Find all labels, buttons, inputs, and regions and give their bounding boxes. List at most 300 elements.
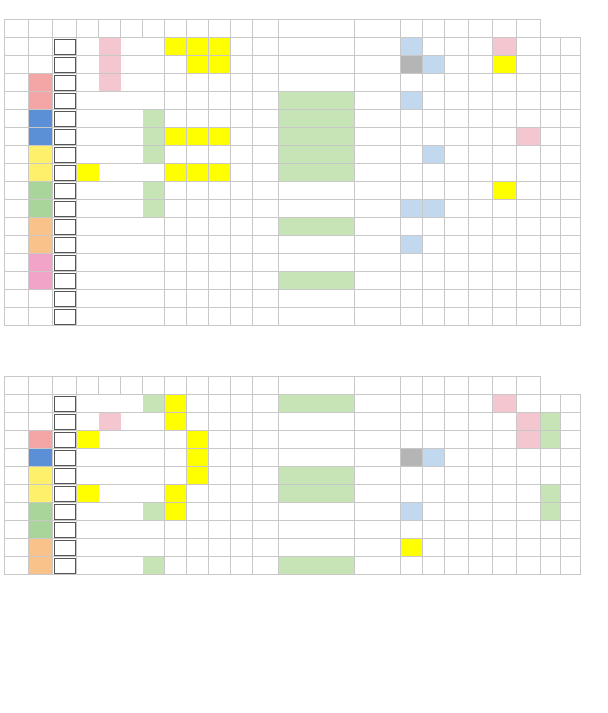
b-cell: [99, 254, 121, 272]
hyo-cell: [231, 200, 253, 218]
kyaku-cell: [187, 218, 209, 236]
interval-1-cell: [541, 557, 561, 575]
interval-1-cell: [541, 74, 561, 92]
a-cell: [77, 539, 99, 557]
b-cell: [99, 521, 121, 539]
interval-2-cell: [561, 308, 581, 326]
distance-cell: [445, 218, 469, 236]
ability-cell: [53, 431, 77, 449]
row-number: [5, 110, 29, 128]
waku-cell: [29, 56, 53, 74]
k-pct-cell: [401, 110, 423, 128]
jockey-record-cell: [279, 182, 355, 200]
row-number: [5, 485, 29, 503]
interval-1-cell: [541, 503, 561, 521]
arrow-cell: [165, 254, 187, 272]
k-pct-cell: [401, 92, 423, 110]
arrow-cell: [165, 413, 187, 431]
ability-cell: [53, 254, 77, 272]
arrow-cell: [165, 200, 187, 218]
b-cell: [99, 182, 121, 200]
distance-cell: [445, 110, 469, 128]
interval-1-cell: [541, 146, 561, 164]
venue-cell: [469, 56, 493, 74]
column-header: [5, 20, 29, 38]
interval-2-cell: [561, 449, 581, 467]
venue-cell: [469, 74, 493, 92]
p-pct-cell: [423, 128, 445, 146]
a-cell: [77, 146, 99, 164]
interval-1-cell: [541, 92, 561, 110]
p-pct-cell: [423, 308, 445, 326]
waku-cell: [29, 38, 53, 56]
interval-1-cell: [541, 254, 561, 272]
table-row: [5, 557, 581, 575]
ability-cell: [53, 164, 77, 182]
mark-cell: [253, 557, 279, 575]
jockey-record-cell: [279, 395, 355, 413]
ability-cell: [53, 485, 77, 503]
entries-table: [4, 19, 581, 326]
jockey-cell: [355, 308, 401, 326]
mark-cell: [253, 272, 279, 290]
jockey-record-cell: [279, 431, 355, 449]
table-row: [5, 74, 581, 92]
ni-cell: [517, 74, 541, 92]
waku-cell: [29, 557, 53, 575]
race-header: [4, 2, 604, 19]
ability-cell: [53, 308, 77, 326]
column-header: [445, 377, 469, 395]
table-row: [5, 395, 581, 413]
interval-2-cell: [561, 74, 581, 92]
row-number: [5, 182, 29, 200]
column-header: [423, 377, 445, 395]
p-pct-cell: [423, 290, 445, 308]
d-cell: [143, 503, 165, 521]
mark-cell: [253, 74, 279, 92]
venue-cell: [469, 128, 493, 146]
table-row: [5, 467, 581, 485]
c-cell: [121, 38, 143, 56]
row-number: [5, 521, 29, 539]
interval-1-cell: [541, 539, 561, 557]
column-header: [469, 20, 493, 38]
row-number: [5, 467, 29, 485]
row-number: [5, 254, 29, 272]
f-cell: [209, 557, 231, 575]
interval-1-cell: [541, 467, 561, 485]
arrow-cell: [165, 467, 187, 485]
jockey-record-cell: [279, 110, 355, 128]
f-cell: [209, 503, 231, 521]
a-cell: [77, 236, 99, 254]
mark-cell: [253, 413, 279, 431]
column-header: [53, 20, 77, 38]
a-cell: [77, 164, 99, 182]
column-header: [493, 20, 517, 38]
mark-cell: [253, 92, 279, 110]
mae-cell: [493, 413, 517, 431]
jockey-cell: [355, 92, 401, 110]
waku-cell: [29, 539, 53, 557]
arrow-cell: [165, 56, 187, 74]
ability-cell: [53, 503, 77, 521]
distance-cell: [445, 128, 469, 146]
a-cell: [77, 182, 99, 200]
arrow-cell: [165, 503, 187, 521]
p-pct-cell: [423, 56, 445, 74]
jockey-cell: [355, 395, 401, 413]
table-row: [5, 521, 581, 539]
distance-cell: [445, 290, 469, 308]
interval-1-cell: [541, 56, 561, 74]
row-number: [5, 128, 29, 146]
b-cell: [99, 431, 121, 449]
d-cell: [143, 557, 165, 575]
f-cell: [209, 110, 231, 128]
interval-2-cell: [561, 56, 581, 74]
column-header: [231, 20, 253, 38]
p-pct-cell: [423, 557, 445, 575]
mark-cell: [253, 290, 279, 308]
interval-1-cell: [541, 128, 561, 146]
venue-cell: [469, 236, 493, 254]
mark-cell: [253, 38, 279, 56]
f-cell: [209, 272, 231, 290]
row-number: [5, 38, 29, 56]
column-header: [209, 20, 231, 38]
ni-cell: [517, 290, 541, 308]
b-cell: [99, 485, 121, 503]
p-pct-cell: [423, 272, 445, 290]
arrow-cell: [165, 182, 187, 200]
waku-cell: [29, 218, 53, 236]
ability-cell: [53, 449, 77, 467]
waku-cell: [29, 92, 53, 110]
kyaku-cell: [187, 236, 209, 254]
jockey-record-cell: [279, 38, 355, 56]
c-cell: [121, 485, 143, 503]
mark-cell: [253, 395, 279, 413]
hyo-cell: [231, 395, 253, 413]
k-pct-cell: [401, 218, 423, 236]
jockey-cell: [355, 56, 401, 74]
interval-2-cell: [561, 557, 581, 575]
ability-cell: [53, 146, 77, 164]
jockey-record-cell: [279, 92, 355, 110]
mae-cell: [493, 92, 517, 110]
venue-cell: [469, 503, 493, 521]
ni-cell: [517, 503, 541, 521]
race-6r-card: [4, 359, 604, 575]
table-row: [5, 218, 581, 236]
a-cell: [77, 557, 99, 575]
row-number: [5, 449, 29, 467]
waku-cell: [29, 290, 53, 308]
a-cell: [77, 290, 99, 308]
column-header: [423, 20, 445, 38]
a-cell: [77, 431, 99, 449]
mae-cell: [493, 236, 517, 254]
jockey-record-cell: [279, 74, 355, 92]
hyo-cell: [231, 236, 253, 254]
c-cell: [121, 182, 143, 200]
ability-cell: [53, 467, 77, 485]
column-header: [99, 20, 121, 38]
c-cell: [121, 272, 143, 290]
c-cell: [121, 56, 143, 74]
k-pct-cell: [401, 236, 423, 254]
b-cell: [99, 236, 121, 254]
interval-2-cell: [561, 290, 581, 308]
table-row: [5, 413, 581, 431]
b-cell: [99, 74, 121, 92]
arrow-cell: [165, 308, 187, 326]
kyaku-cell: [187, 164, 209, 182]
mark-cell: [253, 182, 279, 200]
waku-cell: [29, 431, 53, 449]
b-cell: [99, 128, 121, 146]
interval-1-cell: [541, 308, 561, 326]
mark-cell: [253, 521, 279, 539]
table-row: [5, 236, 581, 254]
p-pct-cell: [423, 200, 445, 218]
table-row: [5, 539, 581, 557]
mark-cell: [253, 539, 279, 557]
hyo-cell: [231, 521, 253, 539]
mae-cell: [493, 254, 517, 272]
race-5r-card: [4, 2, 604, 326]
waku-cell: [29, 128, 53, 146]
d-cell: [143, 38, 165, 56]
k-pct-cell: [401, 467, 423, 485]
ability-cell: [53, 236, 77, 254]
a-cell: [77, 395, 99, 413]
k-pct-cell: [401, 308, 423, 326]
mark-cell: [253, 449, 279, 467]
ni-cell: [517, 449, 541, 467]
f-cell: [209, 431, 231, 449]
kyaku-cell: [187, 272, 209, 290]
mae-cell: [493, 74, 517, 92]
f-cell: [209, 146, 231, 164]
jockey-cell: [355, 254, 401, 272]
arrow-cell: [165, 431, 187, 449]
column-header: [53, 377, 77, 395]
b-cell: [99, 503, 121, 521]
p-pct-cell: [423, 92, 445, 110]
b-cell: [99, 146, 121, 164]
interval-2-cell: [561, 218, 581, 236]
arrow-cell: [165, 218, 187, 236]
column-header: [165, 20, 187, 38]
mae-cell: [493, 539, 517, 557]
table-row: [5, 254, 581, 272]
b-cell: [99, 56, 121, 74]
arrow-cell: [165, 290, 187, 308]
jockey-record-cell: [279, 467, 355, 485]
interval-2-cell: [561, 467, 581, 485]
p-pct-cell: [423, 236, 445, 254]
waku-cell: [29, 200, 53, 218]
mark-cell: [253, 218, 279, 236]
jockey-record-cell: [279, 449, 355, 467]
mark-cell: [253, 56, 279, 74]
table-row: [5, 182, 581, 200]
venue-cell: [469, 200, 493, 218]
a-cell: [77, 38, 99, 56]
kyaku-cell: [187, 395, 209, 413]
hyo-cell: [231, 467, 253, 485]
jockey-cell: [355, 557, 401, 575]
b-cell: [99, 395, 121, 413]
a-cell: [77, 449, 99, 467]
table-row: [5, 200, 581, 218]
ni-cell: [517, 431, 541, 449]
mae-cell: [493, 467, 517, 485]
ni-cell: [517, 56, 541, 74]
jockey-cell: [355, 503, 401, 521]
arrow-cell: [165, 164, 187, 182]
ability-cell: [53, 557, 77, 575]
row-number: [5, 74, 29, 92]
waku-cell: [29, 164, 53, 182]
column-header: [209, 377, 231, 395]
table-row: [5, 146, 581, 164]
distance-cell: [445, 449, 469, 467]
kyaku-cell: [187, 431, 209, 449]
column-header: [143, 377, 165, 395]
row-number: [5, 539, 29, 557]
a-cell: [77, 308, 99, 326]
f-cell: [209, 449, 231, 467]
jockey-cell: [355, 521, 401, 539]
kyaku-cell: [187, 308, 209, 326]
d-cell: [143, 218, 165, 236]
c-cell: [121, 236, 143, 254]
row-number: [5, 236, 29, 254]
venue-cell: [469, 146, 493, 164]
ni-cell: [517, 254, 541, 272]
column-header: [517, 20, 541, 38]
ability-cell: [53, 110, 77, 128]
b-cell: [99, 218, 121, 236]
mark-cell: [253, 503, 279, 521]
jockey-record-cell: [279, 254, 355, 272]
b-cell: [99, 164, 121, 182]
column-header: [517, 377, 541, 395]
column-header: [469, 377, 493, 395]
d-cell: [143, 182, 165, 200]
entries-table: [4, 376, 581, 575]
hyo-cell: [231, 182, 253, 200]
ability-cell: [53, 218, 77, 236]
b-cell: [99, 539, 121, 557]
kyaku-cell: [187, 38, 209, 56]
row-number: [5, 92, 29, 110]
jockey-record-cell: [279, 128, 355, 146]
hyo-cell: [231, 92, 253, 110]
waku-cell: [29, 449, 53, 467]
ability-cell: [53, 38, 77, 56]
c-cell: [121, 503, 143, 521]
k-pct-cell: [401, 146, 423, 164]
d-cell: [143, 290, 165, 308]
hyo-cell: [231, 164, 253, 182]
jockey-cell: [355, 110, 401, 128]
jockey-record-cell: [279, 164, 355, 182]
distance-cell: [445, 431, 469, 449]
column-header: [121, 20, 143, 38]
f-cell: [209, 290, 231, 308]
jockey-cell: [355, 38, 401, 56]
ability-cell: [53, 200, 77, 218]
interval-1-cell: [541, 182, 561, 200]
table-row: [5, 485, 581, 503]
distance-cell: [445, 395, 469, 413]
jockey-record-cell: [279, 218, 355, 236]
ni-cell: [517, 308, 541, 326]
hyo-cell: [231, 449, 253, 467]
jockey-record-cell: [279, 236, 355, 254]
distance-cell: [445, 539, 469, 557]
distance-cell: [445, 38, 469, 56]
b-cell: [99, 110, 121, 128]
row-number: [5, 290, 29, 308]
c-cell: [121, 467, 143, 485]
hyo-cell: [231, 146, 253, 164]
jockey-record-cell: [279, 290, 355, 308]
interval-2-cell: [561, 128, 581, 146]
venue-cell: [469, 521, 493, 539]
d-cell: [143, 74, 165, 92]
race-header: [4, 359, 604, 376]
ni-cell: [517, 395, 541, 413]
jockey-cell: [355, 164, 401, 182]
kyaku-cell: [187, 254, 209, 272]
waku-cell: [29, 182, 53, 200]
ni-cell: [517, 413, 541, 431]
kyaku-cell: [187, 467, 209, 485]
column-header: [165, 377, 187, 395]
jockey-record-cell: [279, 308, 355, 326]
c-cell: [121, 92, 143, 110]
mae-cell: [493, 200, 517, 218]
column-header: [5, 377, 29, 395]
k-pct-cell: [401, 200, 423, 218]
venue-cell: [469, 431, 493, 449]
hyo-cell: [231, 308, 253, 326]
table-row: [5, 38, 581, 56]
hyo-cell: [231, 557, 253, 575]
waku-cell: [29, 272, 53, 290]
hyo-cell: [231, 56, 253, 74]
hyo-cell: [231, 290, 253, 308]
waku-cell: [29, 521, 53, 539]
p-pct-cell: [423, 38, 445, 56]
f-cell: [209, 485, 231, 503]
table-row: [5, 128, 581, 146]
interval-2-cell: [561, 395, 581, 413]
d-cell: [143, 200, 165, 218]
b-cell: [99, 290, 121, 308]
ni-cell: [517, 218, 541, 236]
k-pct-cell: [401, 395, 423, 413]
arrow-cell: [165, 485, 187, 503]
kyaku-cell: [187, 128, 209, 146]
f-cell: [209, 539, 231, 557]
